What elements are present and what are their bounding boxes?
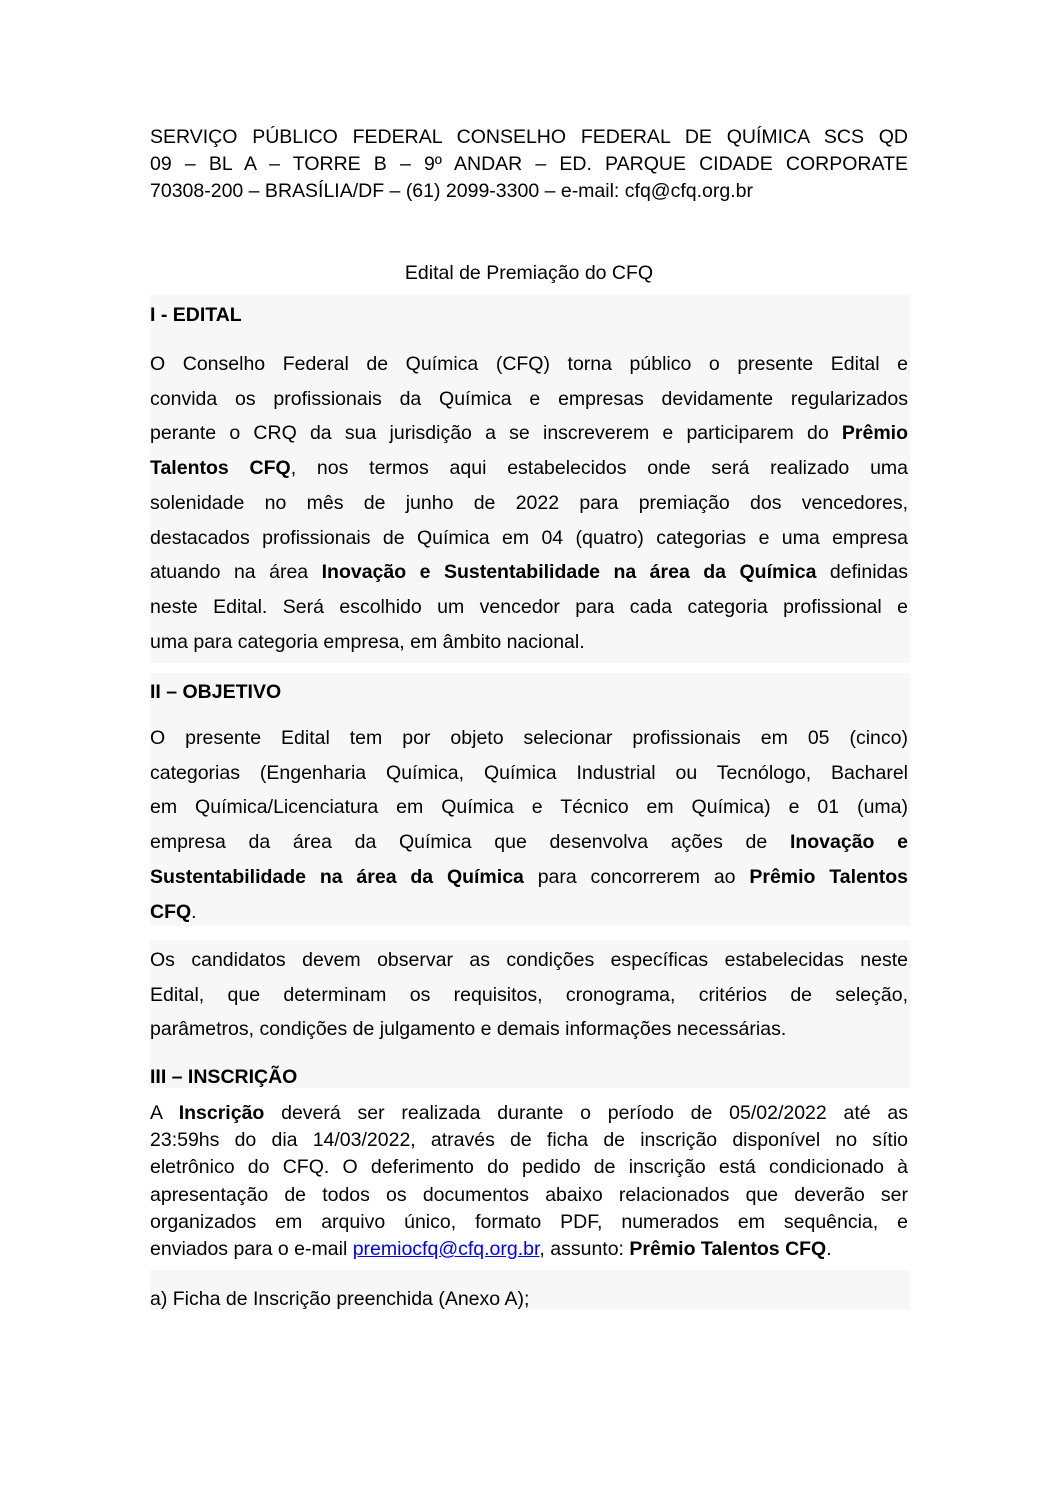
text-line xyxy=(150,416,908,451)
document-title: Edital de Premiação do CFQ xyxy=(404,262,654,284)
text-line: neste Edital. Será escolhido um vencedor para cada categoria profissional e xyxy=(150,595,908,618)
bold-run: Inscrição xyxy=(178,1102,265,1124)
text-run: . xyxy=(191,900,197,923)
text-line: O presente Edital tem por objeto selecionar profissionais em 05 (cinco) xyxy=(150,727,908,749)
section2-paragraph-2 xyxy=(150,943,908,1047)
text-line: uma para categoria empresa, em âmbito nacional. xyxy=(150,630,585,653)
text-run: atuando na área xyxy=(150,561,322,584)
text-line: apresentação de todos os documentos abaixo relacionados que deverão ser xyxy=(150,1183,908,1206)
text-run: definidas xyxy=(816,561,908,584)
text-line: parâmetros, condições de julgamento e demais informações necessárias. xyxy=(150,1018,787,1041)
text-line xyxy=(150,860,908,895)
bold-run: Prêmio Talentos CFQ xyxy=(629,1238,827,1261)
bold-run: Prêmio Talentos xyxy=(749,865,909,888)
letterhead-line: 09 – BL A – TORRE B – 9º ANDAR – ED. PARQUE CIDADE CORPORATE xyxy=(150,153,908,175)
letterhead-line: SERVIÇO PÚBLICO FEDERAL CONSELHO FEDERAL DE QUÍMICA SCS QD xyxy=(150,126,908,148)
text-line: eletrônico do CFQ. O deferimento do pedido de inscrição está condicionado à xyxy=(150,1156,908,1179)
text-run: enviados para o e-mail xyxy=(150,1238,353,1261)
section-heading: I - EDITAL xyxy=(150,304,242,326)
section3-paragraph xyxy=(150,1100,908,1263)
text-run: , assunto: xyxy=(539,1238,630,1261)
text-line: categorias (Engenharia Química, Química Industrial ou Tecnólogo, Bacharel xyxy=(150,761,908,784)
text-run: empresa da área da Química que desenvolva ações de xyxy=(150,831,790,854)
email-link[interactable]: premiocfq@cfq.org.br xyxy=(352,1238,540,1261)
letterhead-line: 70308-200 – BRASÍLIA/DF – (61) 2099-3300 – e-mail: cfq@cfq.org.br xyxy=(150,180,753,202)
bold-run: Inovação e Sustentabilidade na área da Química xyxy=(321,561,817,584)
bold-run: Sustentabilidade na área da Química xyxy=(150,865,524,888)
text-line: solenidade no mês de junho de 2022 para premiação dos vencedores, xyxy=(150,491,908,514)
text-line xyxy=(150,555,908,590)
section-heading: II – OBJETIVO xyxy=(150,681,282,703)
letterhead xyxy=(150,124,908,205)
section-heading: III – INSCRIÇÃO xyxy=(150,1066,298,1088)
bold-run: Prêmio xyxy=(841,422,908,445)
text-line xyxy=(150,895,908,930)
text-line: Edital, que determinam os requisitos, cronograma, critérios de seleção, xyxy=(150,983,908,1006)
text-line xyxy=(150,825,908,860)
bold-run: CFQ xyxy=(150,900,192,923)
text-line: 23:59hs do dia 14/03/2022, através de ficha de inscrição disponível no sítio xyxy=(150,1129,908,1152)
text-run: . xyxy=(826,1238,832,1261)
text-line xyxy=(150,1100,908,1127)
list-item: a) Ficha de Inscrição preenchida (Anexo A); xyxy=(150,1288,530,1310)
text-line: O Conselho Federal de Química (CFQ) torna público o presente Edital e xyxy=(150,353,908,375)
text-line: em Química/Licenciatura em Química e Técnico em Química) e 01 (uma) xyxy=(150,796,908,819)
text-run: A xyxy=(150,1102,179,1124)
text-line: organizados em arquivo único, formato PDF, numerados em sequência, e xyxy=(150,1210,908,1233)
text-run: , nos termos aqui estabelecidos onde será realizado uma xyxy=(290,457,909,480)
text-line xyxy=(150,1236,908,1263)
section1-paragraph xyxy=(150,347,908,659)
bold-run: Talentos CFQ xyxy=(150,457,291,480)
text-line: Os candidatos devem observar as condições específicas estabelecidas neste xyxy=(150,949,908,971)
section2-paragraph xyxy=(150,721,908,929)
text-run: deverá ser realizada durante o período de 05/02/2022 até as xyxy=(264,1102,908,1124)
text-run: para concorrerem ao xyxy=(523,865,750,888)
text-line: convida os profissionais da Química e empresas devidamente regularizados xyxy=(150,387,908,410)
bold-run: Inovação e xyxy=(789,831,908,854)
text-run: perante o CRQ da sua jurisdição a se inscreverem e participarem do xyxy=(150,422,842,445)
text-line: destacados profissionais de Química em 04 (quatro) categorias e uma empresa xyxy=(150,526,908,549)
text-line xyxy=(150,451,908,486)
